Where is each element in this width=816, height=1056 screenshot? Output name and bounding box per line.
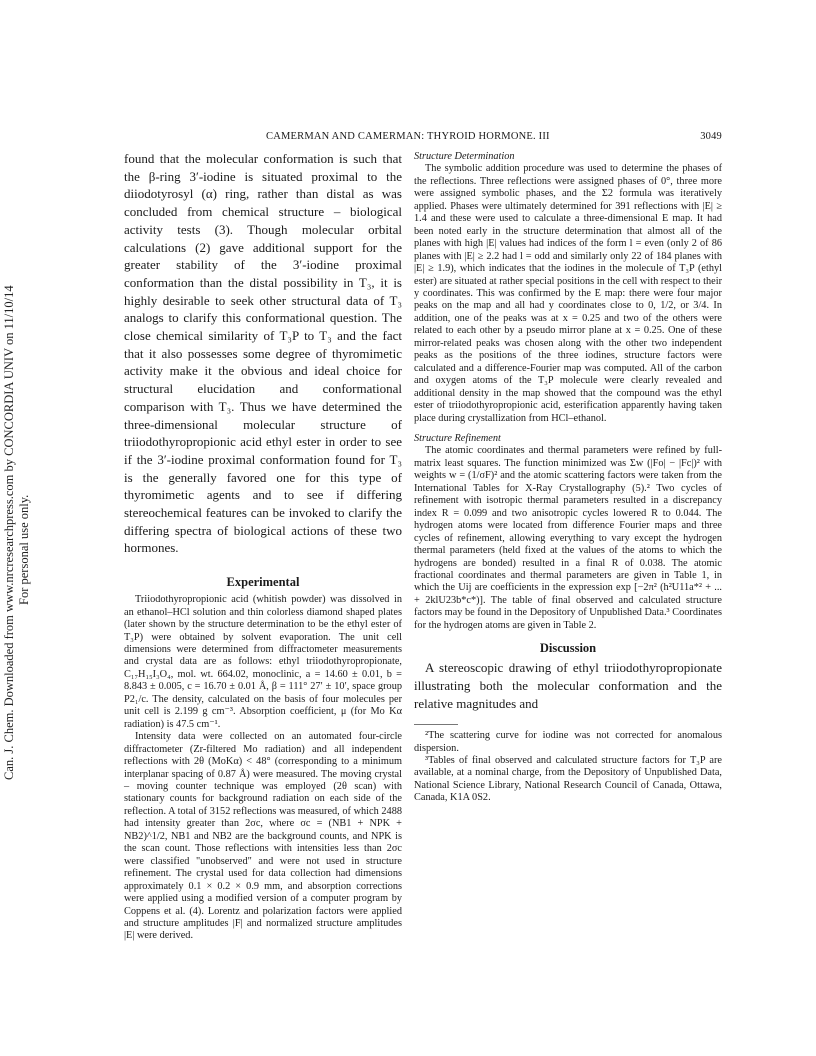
experimental-paragraph-2: Intensity data were collected on an automated four-circle diffractometer (Zr-filtered Mo radiation) and all independent reflections with 2θ (MoKα) < 48° (corresponding to a minimum interplanar spacing of 0.87 Å) were measured. The moving crystal – moving counter technique was employed (2θ scan) with stationary counts for background radiation on each side of the reflection. A total of 3152 reflections was measured, of which 2488 had intensity greater than 2σc, where σc = (NB1 + NPK + NB2)^1/2, NB1 and NB2 are the background counts, and NPK is the scan count. Those reflections with intensities less than 2σc were classified "unobserved" and were not used in structure refinement. The crystal used for data collection had dimensions approximately 0.1 × 0.2 × 0.9 mm, and absorption corrections were applied using a modified version of a computer program by Coppens et al. (4). Lorentz and polarization factors were applied and structure amplitudes |F| and normalized structure amplitudes |E| were derived. bbox=[124, 731, 402, 942]
experimental-paragraph-1: Triiodothyropropionic acid (whitish powder) was dissolved in an ethanol–HCl solution and thin colorless diamond shaped plates (later shown by the structure determination to be the ethyl ester of T₃P) were obtained by solvent evaporation. The unit cell dimensions were determined from diffractometer measurements and crystal data are as follows: ethyl triiodothyropropionate, C₁₇H₁₅I₃O₄, mol. wt. 664.02, monoclinic, a = 14.60 ± 0.01, b = 8.843 ± 0.005, c = 16.70 ± 0.01 Å, β = 111° 27′ ± 10′, space group P2₁/c. The density, calculated on the basis of four molecules per unit cell is 2.199 g cm⁻³. Absorption coefficient, μ (for Mo Kα radiation) is 47.5 cm⁻¹. bbox=[124, 594, 402, 730]
discussion-text: A stereoscopic drawing of ethyl triiodothyropropionate illustrating both the molecular conformation and the relative magnitudes and bbox=[414, 660, 722, 711]
watermark-line-2: For personal use only. bbox=[17, 494, 31, 606]
download-watermark bbox=[2, 285, 46, 780]
structure-determination-heading: Structure Determination bbox=[414, 151, 515, 162]
experimental-heading: Experimental bbox=[226, 575, 300, 590]
structure-refinement-heading: Structure Refinement bbox=[414, 432, 501, 444]
structure-determination-text: The symbolic addition procedure was used to determine the phases of the reflections. Three reflections were assigned phases of 0°, three more were assigned symbolic phases, and the Σ2 formula was iteratively applied. Phases were ultimately determined for 391 reflections with |E| ≥ 1.4 and these were used to calculate a three-dimensional E map. It had been noted early in the structure determination that almost all of the planes with high |E| values had indices of the form l = even (only 2 of 86 planes with |E| ≥ 2.2 had l = odd and similarly only 22 of 184 planes with |E| ≥ 1.9), which indicates that the iodines in the molecule of T₃P (ethyl ester) are situated at rather special positions in the cell with respect to their y coordinates. This was confirmed by the E map: there were four major peaks on the map and all had y coordinates close to 0, 1/2, or 3/4. In addition, one of the peaks was at x = 0.25 and two of the others were related to each other by a pseudo mirror plane at x = 0.25. One of these mirror-related peaks was chosen along with the other two independent peaks as the positions of the three iodines, structure factors were calculated and a difference-Fourier map was computed. All of the carbon and oxygen atoms of the T₃P molecule were clearly revealed and additional density in the map showed that the compound was the ethyl ester of triiodothyropropionic acid, esterification apparently having taken place during crystallization from HCl–ethanol. bbox=[414, 163, 722, 424]
intro-paragraph: found that the molecular conformation is such that the β-ring 3′-iodine is situated proximal to the diiodotyrosyl (α) ring, rather than distal as was concluded from chemical structure – biological activity tests (3). Though molecular orbital calculations (2) gave additional support for the greater stability of the 3′-iodine proximal conformation than the distal possibility in T₃, it is highly desirable to seek other structural data of T₃ analogs to clarify this conformational question. The close chemical similarity of T₃P to T₃ and the fact that it also possesses some degree of thyromimetic activity make it the obvious and ideal choice for structural elucidation and conformational comparison with T₃. Thus we have determined the three-dimensional molecular structure of triiodothyropropionic acid ethyl ester in order to see if the 3′-iodine proximal conformation found for T₃ is the generally favored one for this type of thyromimetic agents and to see if differing stereochemical features can be invoked to clarify the differing spectra of biological actions of these two hormones. bbox=[124, 151, 402, 556]
footnote-3: ³Tables of final observed and calculated structure factors for T₃P are available, at a nominal charge, from the Depository of Unpublished Data, National Science Library, National Research Council of Canada, Ottawa, Canada, K1A 0S2. bbox=[414, 754, 722, 803]
running-header bbox=[124, 131, 722, 145]
footnote-2: ²The scattering curve for iodine was not corrected for anomalous dispersion. bbox=[414, 730, 722, 754]
page-number: 3049 bbox=[700, 131, 722, 142]
right-column bbox=[414, 151, 722, 804]
left-column bbox=[124, 150, 402, 943]
structure-refinement-text: The atomic coordinates and thermal parameters were refined by full-matrix least squares. The function minimized was Σw (|Fo| − |Fc|)² with weights w = (1/σF)² and the atomic scattering factors were taken from the International Tables for X-Ray Crystallography (5).² Two cycles of refinement with isotropic thermal parameters resulted in a discrepancy index R = 0.099 and two anisotropic cycles lowered R to 0.044. The hydrogen atoms were located from difference Fourier maps and three cycles of refinement, allowing everything to vary except the hydrogen thermal parameters (held fixed at the values of the atoms to which the hydrogens are bonded) resulted in a final R of 0.038. The atomic fractional coordinates and thermal parameters are given in Table 1, in which the Uij are coefficients in the expression exp [−2π² (h²U11a*² + ... + 2klU23b*c*)]. The table of final observed and calculated structure factors may be found in the Depository of Unpublished Data.³ Coordinates for the hydrogen atoms are given in Table 2. bbox=[414, 445, 722, 631]
watermark-line-1: Can. J. Chem. Downloaded from www.nrcresearchpress.com by CONCORDIA UNIV on 11/10/14 bbox=[2, 285, 16, 780]
discussion-heading: Discussion bbox=[539, 641, 597, 656]
running-title: CAMERMAN AND CAMERMAN: THYROID HORMONE. III bbox=[266, 131, 550, 142]
